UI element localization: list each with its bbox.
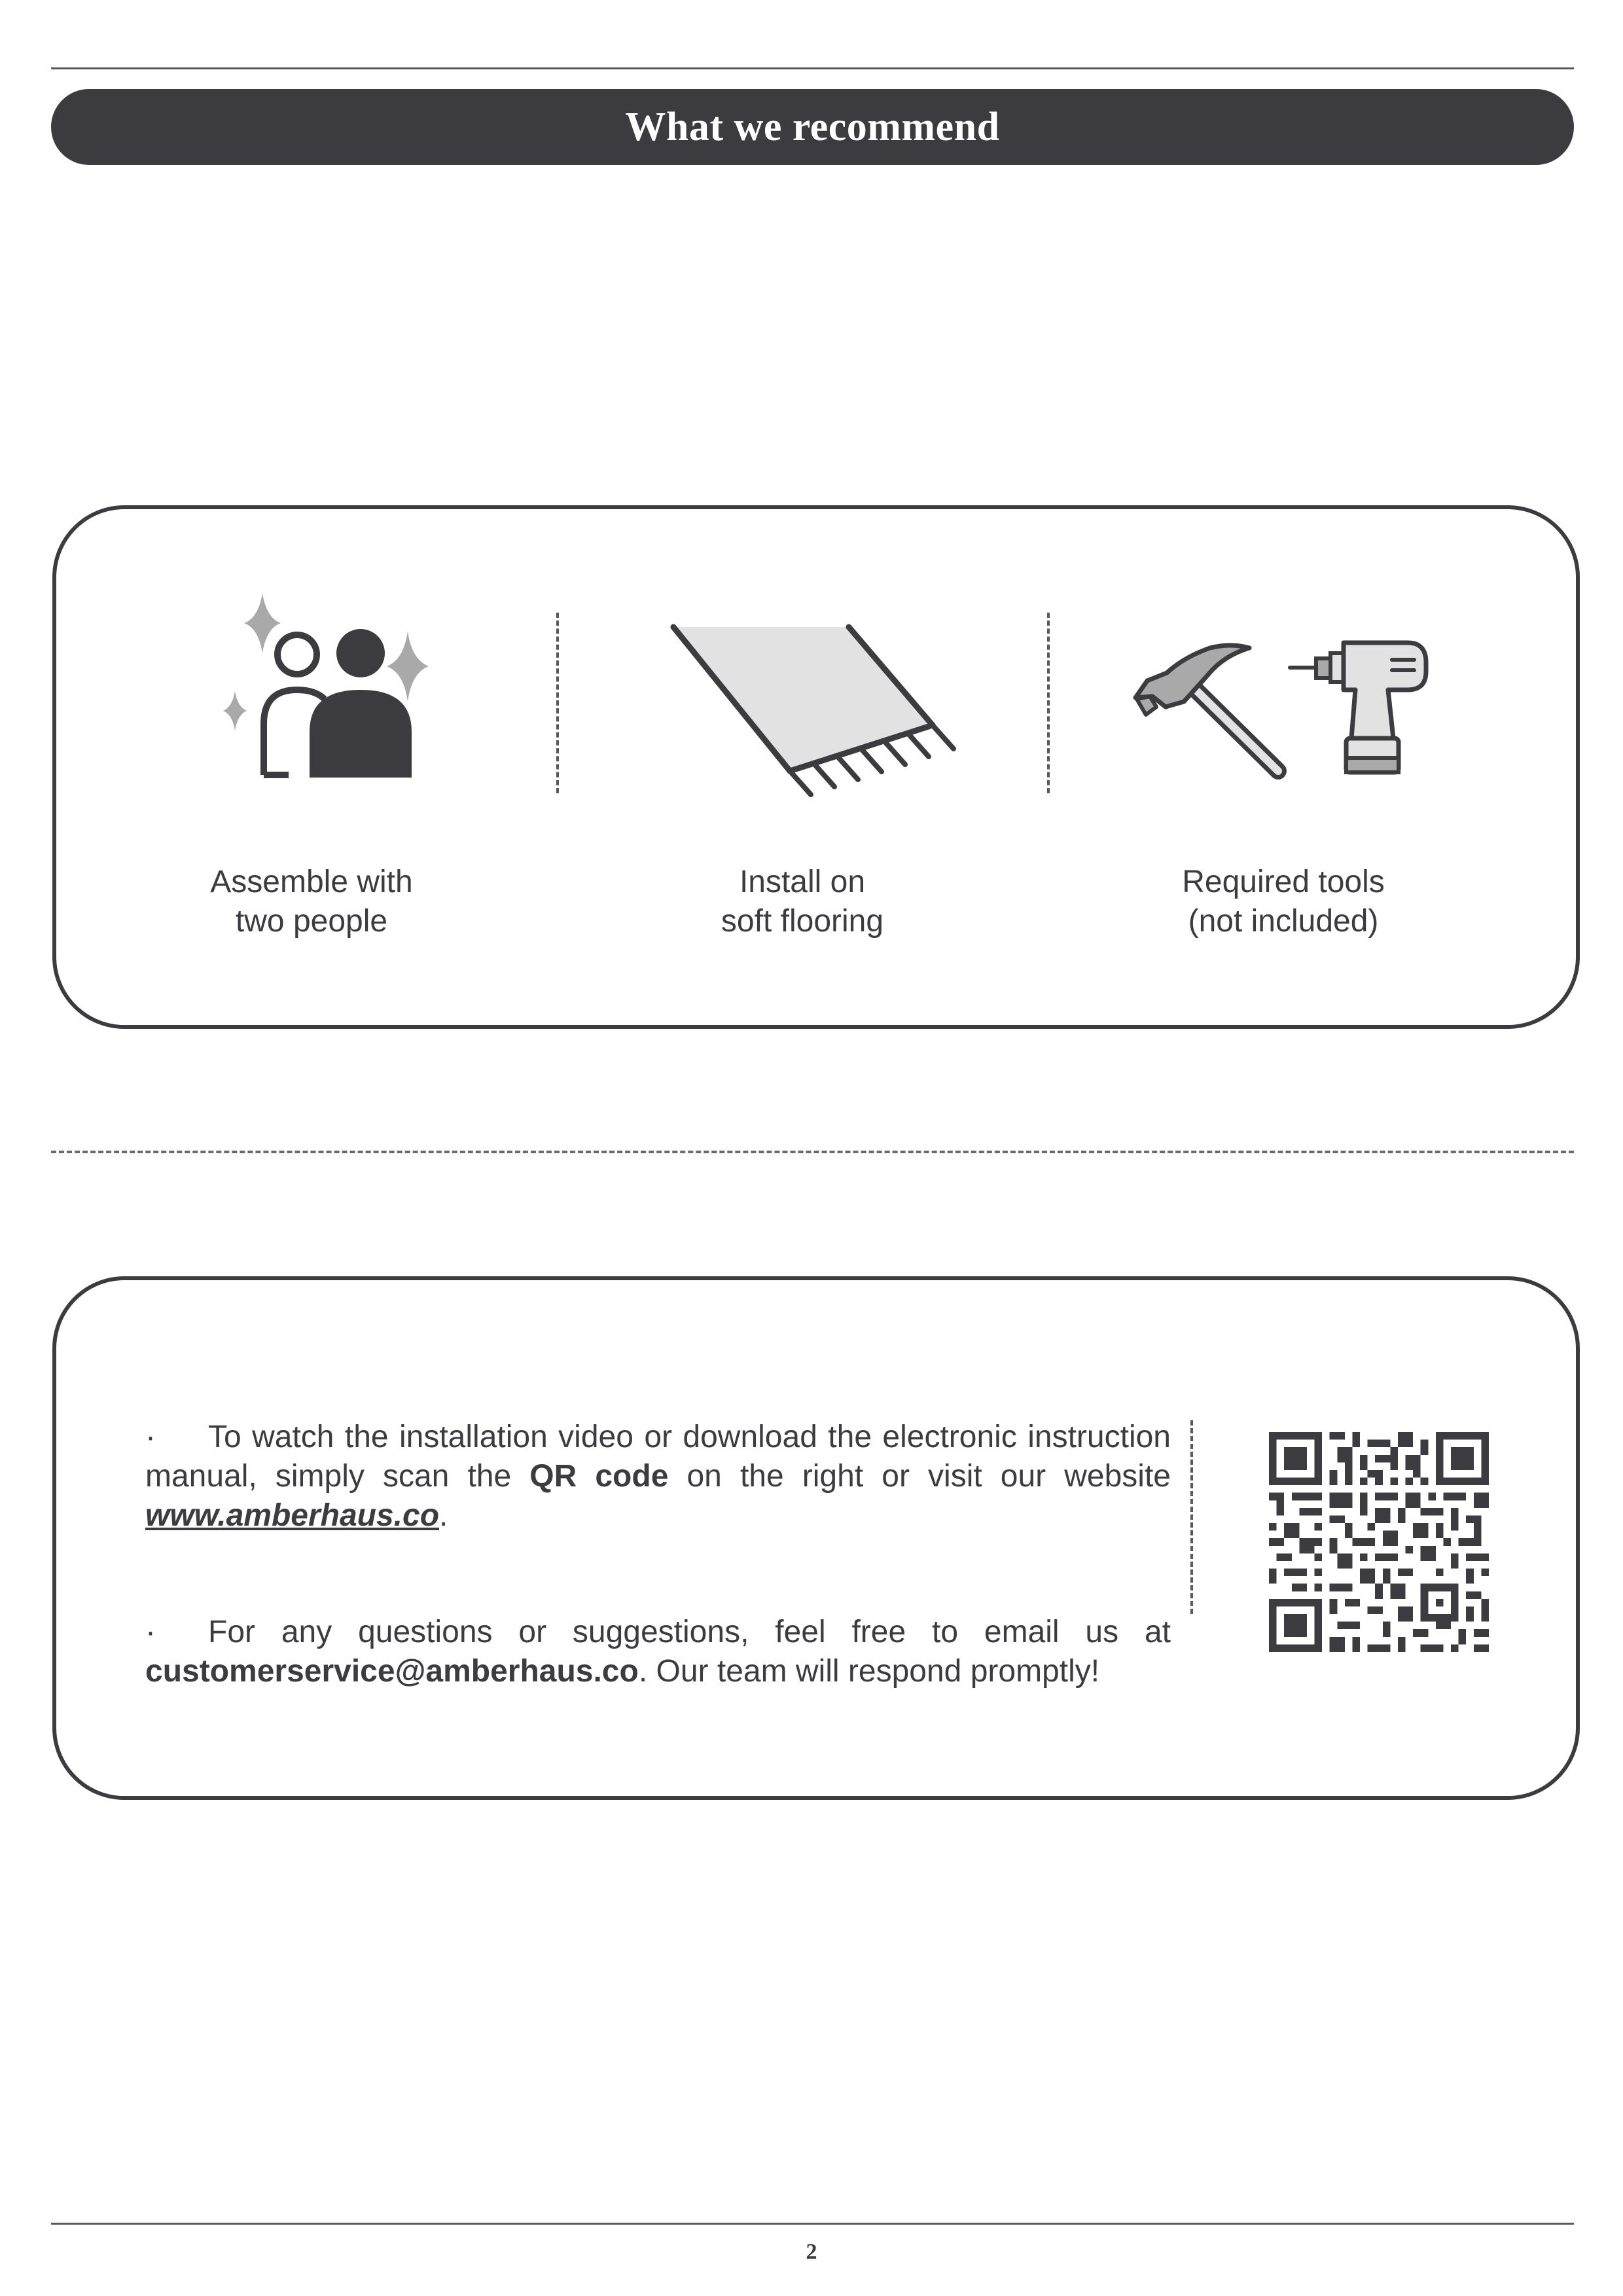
divider <box>1047 613 1050 793</box>
text-run: To watch the installation video or download the electronic instruction manual, simply scan the <box>145 1420 1171 1494</box>
info-box <box>52 1276 1580 1800</box>
info-paragraph-contact <box>145 1613 1171 1691</box>
bullet: · <box>145 1615 156 1649</box>
hammer-and-drill-icon <box>1133 634 1447 791</box>
recommendations-box <box>52 505 1580 1029</box>
text-run: . Our team will respond promptly! <box>638 1654 1100 1689</box>
info-text <box>145 1418 1171 1691</box>
soft-rug-icon <box>668 620 963 797</box>
divider <box>556 613 559 793</box>
website-link[interactable]: www.amberhaus.co <box>145 1498 440 1533</box>
caption-line: Install on <box>739 865 866 899</box>
top-rule <box>51 67 1574 69</box>
caption-line: Assemble with <box>210 865 413 899</box>
email-link[interactable]: customerservice@amberhaus.co <box>145 1654 639 1689</box>
bullet: · <box>145 1420 156 1454</box>
two-people-sparkle-icon <box>223 586 452 796</box>
section-banner <box>51 89 1574 165</box>
bottom-rule <box>51 2223 1574 2225</box>
caption-line: (not included) <box>1188 904 1379 939</box>
page-number: 2 <box>806 2240 817 2264</box>
divider <box>1190 1420 1193 1614</box>
caption-line: soft flooring <box>721 904 884 939</box>
text-run: . <box>439 1498 448 1533</box>
text-run: on the right or visit our website <box>668 1459 1171 1494</box>
qr-code-label: QR code <box>529 1459 669 1494</box>
section-title: What we recommend <box>625 104 1000 149</box>
info-paragraph-video <box>145 1418 1171 1535</box>
text-run: For any questions or suggestions, feel free to email us at <box>208 1615 1171 1649</box>
caption-line: two people <box>235 904 388 939</box>
section-separator <box>51 1151 1574 1153</box>
caption-line: Required tools <box>1182 865 1385 899</box>
qr-code-icon[interactable] <box>1269 1432 1489 1652</box>
